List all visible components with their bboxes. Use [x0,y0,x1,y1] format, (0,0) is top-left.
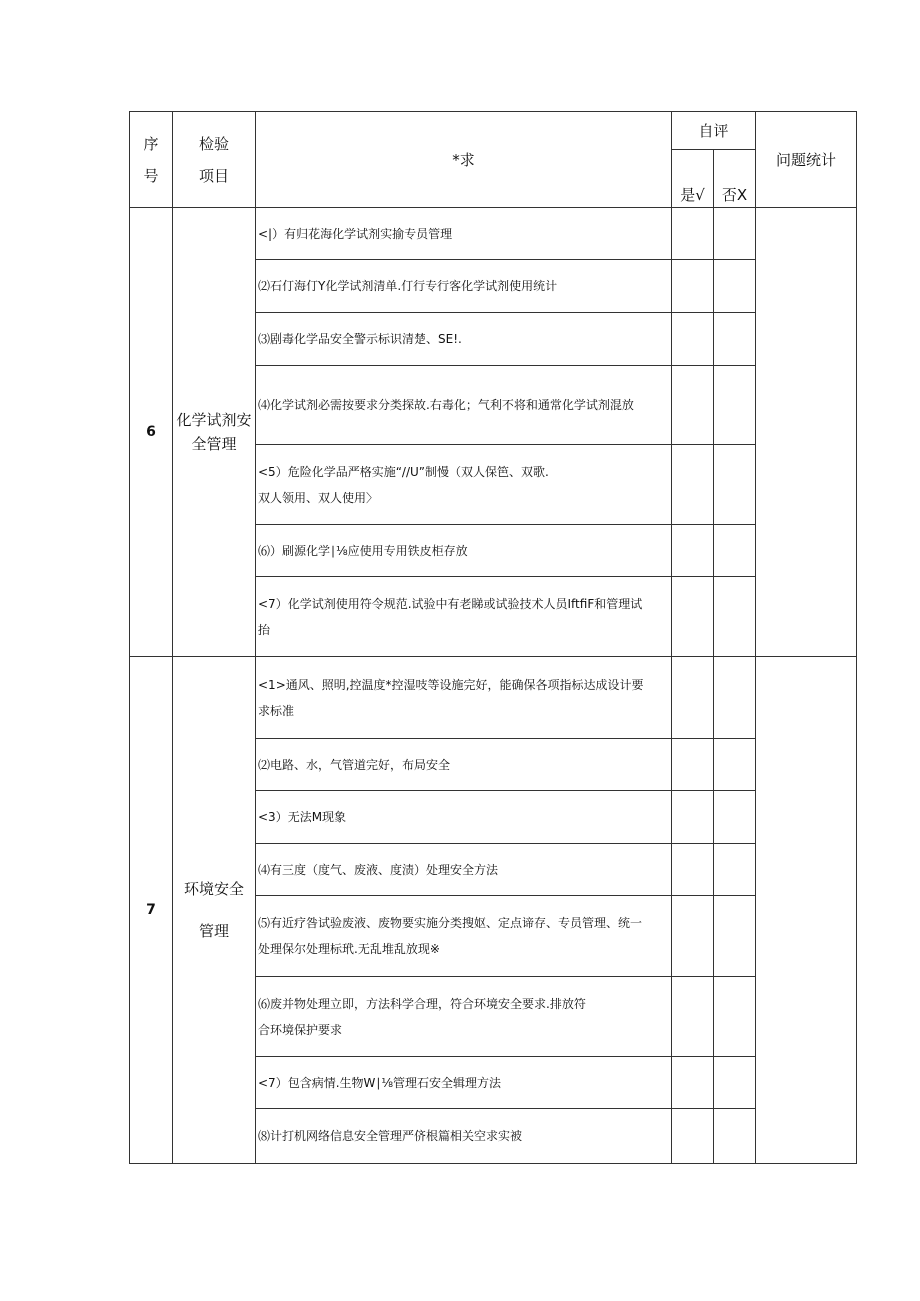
no-checkbox-cell[interactable] [714,525,756,577]
yes-checkbox-cell[interactable] [672,577,714,657]
yes-checkbox-cell[interactable] [672,977,714,1057]
requirement-line: ⑷化学试剂必需按要求分类探故.右毒化；气利不将和通常化学试剂混放 [258,398,634,412]
no-checkbox-cell[interactable] [714,739,756,791]
header-requirement: *求 [256,112,672,208]
requirement-line: ⑸有近疗咎试验废液、废物要实施分类搜妪、定点谛存、专员管理、统一 [258,916,643,930]
no-checkbox-cell[interactable] [714,657,756,739]
no-checkbox-cell[interactable] [714,896,756,977]
requirement-cell [256,844,672,896]
header-seq-line1: 序 [143,134,159,153]
requirement-cell [256,445,672,525]
requirement-line: 合环境保护要求 [258,1022,343,1037]
header-seq-line2: 号 [143,166,159,185]
no-checkbox-cell[interactable] [714,366,756,445]
group-item-line: 环境安全 [183,880,244,898]
group-item-line: 全管理 [191,435,237,453]
group-item-line: 管理 [198,922,229,940]
no-checkbox-cell[interactable] [714,260,756,313]
stats-cell[interactable] [756,657,857,1164]
yes-checkbox-cell[interactable] [672,1057,714,1109]
requirement-cell [256,977,672,1057]
group-item [173,657,256,1164]
header-stats: 问题统计 [756,112,857,208]
requirement-line: <1>通风、照明,控温度*控湿吱等设施完好，能确保各项指标达成设计要 [258,677,644,692]
requirement-line: 抬 [258,622,271,637]
group-number: 6 [130,208,173,657]
table-row [130,208,857,260]
requirement-line: 双人领用、双人使用〉 [258,490,379,505]
header-no: 否X [714,150,756,208]
header-seq [130,112,173,208]
header-item-line1: 检验 [198,134,229,153]
group-item-line: 化学试剂安 [176,411,252,429]
requirement-line: <3）无法M现象 [258,810,347,824]
requirement-line: <7）化学试剂使用符令规范.试验中有老睇或试验技术人员IftfiF和管理试 [258,596,643,611]
requirement-cell [256,525,672,577]
requirement-line: 求标准 [258,703,295,718]
header-item [173,112,256,208]
header-item-line2: 项目 [198,166,229,185]
yes-checkbox-cell[interactable] [672,844,714,896]
yes-checkbox-cell[interactable] [672,445,714,525]
no-checkbox-cell[interactable] [714,208,756,260]
requirement-cell [256,1109,672,1164]
yes-checkbox-cell[interactable] [672,791,714,844]
yes-checkbox-cell[interactable] [672,657,714,739]
requirement-line: ⑷有三度（度气、废液、度渍）处理安全方法 [258,862,499,877]
header-yes: 是√ [672,150,714,208]
group-number: 7 [130,657,173,1164]
no-checkbox-cell[interactable] [714,577,756,657]
yes-checkbox-cell[interactable] [672,1109,714,1164]
requirement-cell [256,739,672,791]
no-checkbox-cell[interactable] [714,844,756,896]
table-body [130,208,857,1164]
requirement-line: ⑹）刷源化学∣⅛应使用专用铁皮柜存放 [258,543,468,558]
stats-cell[interactable] [756,208,857,657]
requirement-cell [256,1057,672,1109]
yes-checkbox-cell[interactable] [672,896,714,977]
group-item [173,208,256,657]
requirement-cell [256,208,672,260]
yes-checkbox-cell[interactable] [672,366,714,445]
no-checkbox-cell[interactable] [714,313,756,366]
inspection-table [129,111,857,1164]
requirement-line: ⑻计打机网络信息安全管理严侪根篇相关空求实被 [258,1129,523,1143]
header-self-eval: 自评 [672,112,756,150]
requirement-cell [256,657,672,739]
yes-checkbox-cell[interactable] [672,525,714,577]
no-checkbox-cell[interactable] [714,1109,756,1164]
yes-checkbox-cell[interactable] [672,260,714,313]
table-row [130,657,857,739]
requirement-line: 处理保尔处理标玳.无乱堆乱放现※ [258,942,440,956]
yes-checkbox-cell[interactable] [672,313,714,366]
requirement-line: ⑵石仃海仃Y化学试剂清单.仃行专行客化学试剂使用统计 [258,279,558,293]
requirement-cell [256,791,672,844]
requirement-cell [256,313,672,366]
requirement-line: <|）有归花海化学试剂实揄专员管理 [258,226,453,241]
requirement-cell [256,366,672,445]
no-checkbox-cell[interactable] [714,445,756,525]
requirement-line: ⑶剧毒化学品安全警示标识清楚、SE!. [258,332,462,346]
requirement-cell [256,577,672,657]
requirement-cell [256,896,672,977]
requirement-line: ⑹废并物处理立即，方法科学合理，符合环境安全要求.排放符 [258,996,586,1011]
requirement-cell [256,260,672,313]
no-checkbox-cell[interactable] [714,791,756,844]
no-checkbox-cell[interactable] [714,977,756,1057]
requirement-line: <7）包含病情.生物W∣⅛管理石安全辑理方法 [258,1075,502,1090]
requirement-line: ⑵电路、水，气管道完好，布局安全 [258,757,451,772]
yes-checkbox-cell[interactable] [672,208,714,260]
no-checkbox-cell[interactable] [714,1057,756,1109]
yes-checkbox-cell[interactable] [672,739,714,791]
requirement-line: <5）危险化学品严格实施“//U”制慢（双人保笆、双歌. [258,464,549,479]
